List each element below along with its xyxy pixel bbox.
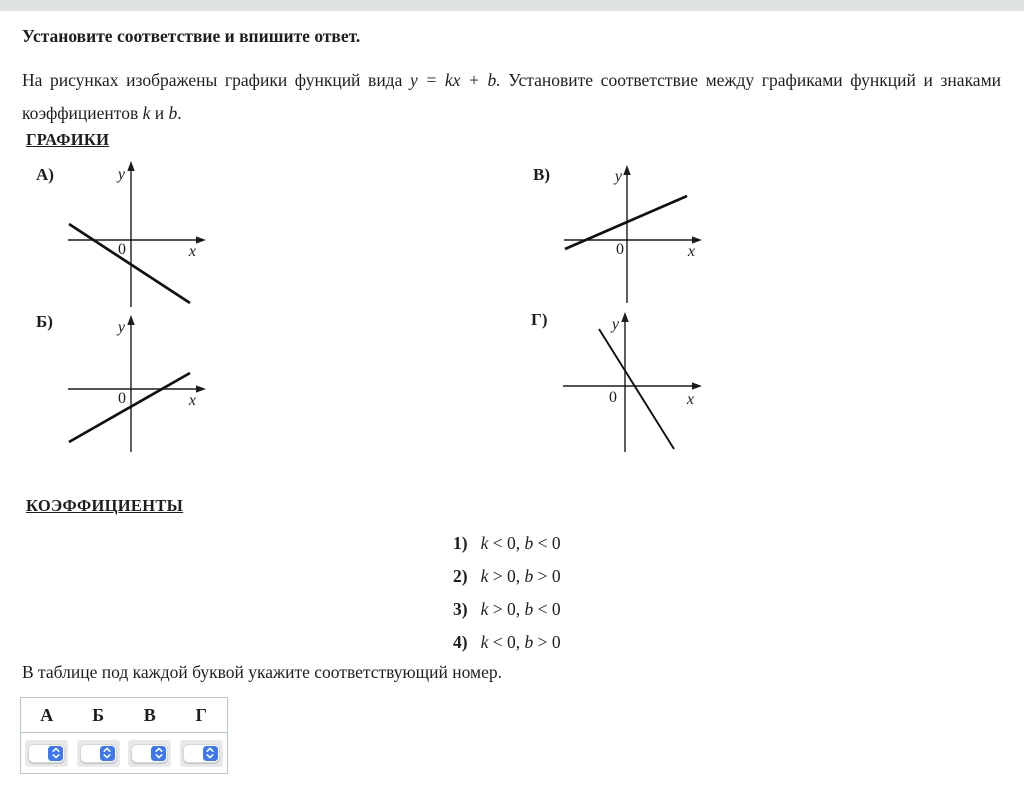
top-bar	[0, 0, 1024, 11]
option-number: 4)	[453, 632, 468, 652]
intro-text-1: На рисунках изображены графики функций вида	[22, 70, 410, 90]
option-var-k: k	[480, 566, 489, 586]
answer-cell-a	[21, 740, 73, 767]
option-cond-1: < 0,	[488, 533, 525, 553]
option-var-k: k	[480, 533, 489, 553]
answer-select-a[interactable]	[25, 740, 68, 767]
header-cell-b: Б	[92, 704, 105, 725]
x-axis-label: x	[687, 243, 695, 260]
y-axis-arrow-icon	[621, 312, 628, 322]
y-axis-arrow-icon	[127, 315, 134, 325]
x-axis-arrow-icon	[196, 236, 206, 243]
option-var-b: b	[524, 599, 534, 619]
option-var-k: k	[480, 632, 489, 652]
option-cond-1: > 0,	[488, 566, 525, 586]
option-number: 1)	[453, 533, 468, 553]
option-number: 3)	[453, 599, 468, 619]
y-axis-label: y	[117, 319, 125, 336]
header-cell-g: Г	[195, 704, 207, 725]
graph-v-line	[565, 196, 687, 249]
graph-a-line	[69, 224, 190, 303]
answer-table	[20, 697, 228, 774]
y-axis-arrow-icon	[127, 161, 134, 171]
origin-label: 0	[609, 389, 617, 406]
formula-ykxb: y = kx + b.	[410, 70, 501, 90]
select-stepper-icon[interactable]	[48, 746, 63, 761]
answer-select-g[interactable]	[180, 740, 223, 767]
x-axis-label: x	[188, 392, 196, 409]
updown-chevron-icon	[206, 747, 214, 759]
option-var-k: k	[480, 599, 489, 619]
option-cond-2: < 0	[533, 599, 561, 619]
option-number: 2)	[453, 566, 468, 586]
option-var-b: b	[524, 566, 534, 586]
option-var-b: b	[524, 533, 534, 553]
origin-label: 0	[118, 390, 126, 407]
option-cond-1: > 0,	[488, 599, 525, 619]
task-description	[22, 64, 1001, 130]
option-var-b: b	[524, 632, 534, 652]
header-cell-v: В	[143, 704, 156, 725]
option-1	[453, 527, 561, 560]
intro-text-4: .	[177, 103, 182, 123]
var-b: b	[168, 103, 178, 123]
graph-g-plot	[555, 310, 705, 460]
answer-cell-g	[176, 740, 228, 767]
graph-a-plot	[60, 160, 210, 310]
graphs-area	[0, 155, 1024, 470]
select-stepper-icon[interactable]	[151, 746, 166, 761]
option-2	[453, 560, 561, 593]
option-cond-2: > 0	[533, 632, 561, 652]
answer-select-b[interactable]	[77, 740, 120, 767]
option-3	[453, 593, 561, 626]
updown-chevron-icon	[52, 747, 60, 759]
graph-b-plot	[60, 312, 210, 462]
answer-cell-b	[73, 740, 125, 767]
intro-text-3: и	[150, 103, 169, 123]
select-stepper-icon[interactable]	[100, 746, 115, 761]
page-title: Установите соответствие и впишите ответ.	[22, 26, 361, 46]
answer-select-v[interactable]	[128, 740, 171, 767]
origin-label: 0	[118, 241, 126, 258]
option-cond-1: < 0,	[488, 632, 525, 652]
graph-v-label: В)	[533, 165, 550, 184]
graph-b-label: Б)	[36, 312, 53, 331]
x-axis-label: x	[188, 243, 196, 260]
option-cond-2: > 0	[533, 566, 561, 586]
x-axis-arrow-icon	[196, 385, 206, 392]
graph-a-label: А)	[36, 165, 54, 184]
graph-b-line	[69, 373, 190, 442]
option-4	[453, 626, 561, 659]
y-axis-arrow-icon	[623, 165, 630, 175]
answer-table-header-row	[21, 698, 227, 733]
table-instruction: В таблице под каждой буквой укажите соответствующий номер.	[22, 662, 502, 682]
intro-text-2: Установите соответствие между графиками функций и знаками коэффициентов	[22, 70, 1002, 123]
coefficients-section-heading: КОЭФФИЦИЕНТЫ	[26, 496, 184, 515]
y-axis-label: y	[611, 316, 619, 333]
var-k: k	[142, 103, 151, 123]
graph-v-plot	[555, 160, 705, 310]
graph-g-label: Г)	[531, 310, 548, 329]
answer-table-select-row	[21, 733, 227, 773]
origin-label: 0	[616, 241, 624, 258]
updown-chevron-icon	[155, 747, 163, 759]
updown-chevron-icon	[103, 747, 111, 759]
x-axis-label: x	[686, 391, 694, 408]
select-stepper-icon[interactable]	[203, 746, 218, 761]
x-axis-arrow-icon	[692, 382, 702, 389]
coefficient-options-list	[453, 527, 561, 659]
y-axis-label: y	[117, 166, 125, 183]
graphs-section-heading: ГРАФИКИ	[26, 130, 110, 149]
answer-cell-v	[124, 740, 176, 767]
header-cell-a: А	[40, 704, 54, 725]
y-axis-label: y	[614, 168, 622, 185]
option-cond-2: < 0	[533, 533, 561, 553]
